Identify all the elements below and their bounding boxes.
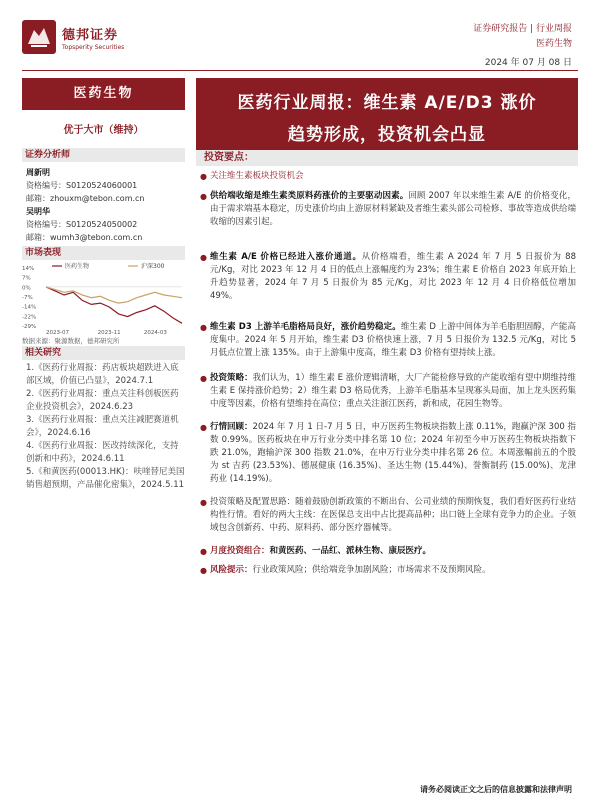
key-point-lead: 投资策略：: [210, 373, 253, 383]
key-point-lead: 维生素 A/E 价格已经进入涨价通道。: [210, 252, 362, 262]
key-points-header: 投资要点：: [196, 150, 578, 166]
key-point-text: 和黄医药、一品红、派林生物、康辰医疗。: [269, 546, 432, 556]
key-point-item: [200, 496, 576, 535]
bullet-icon: ●: [200, 192, 207, 201]
series-line-2: [46, 287, 182, 303]
y-tick-label: -29%: [22, 324, 37, 330]
analyst-1: [26, 166, 189, 205]
analyst-name: 吴明华: [26, 207, 50, 216]
key-point-item: [200, 545, 576, 558]
logo-name: 德邦证券: [62, 27, 119, 43]
bullet-icon: ●: [200, 423, 207, 432]
related-item[interactable]: 1.《医药行业周报：药店板块超跌进入底部区域，价值已凸显》，2024.7.1: [26, 363, 179, 386]
key-point-lead: 月度投资组合：: [210, 546, 270, 556]
analyst-email[interactable]: 邮箱：wumh3@tebon.com.cn: [26, 233, 143, 242]
key-point-text: 我们认为，1）维生素 E 涨价逻辑清晰，大厂产能检修导致的产能收缩有望中期维持维生素 E 保持涨价趋势；2）维生素 D3 格局优秀，上游羊毛脂基本呈现寡头局面，加上龙头医药集中度等因素，价格有望维持在高位；重点关注浙江医药，新和成，花园生物等。: [210, 373, 576, 409]
key-point-item: [200, 564, 576, 577]
logo-name-en: Topsperity Securities: [62, 43, 125, 51]
market-section-header: 市场表现: [22, 246, 185, 260]
report-type-block: [473, 22, 572, 52]
legal-footer: 请务必阅读正文之后的信息披露和法律声明: [420, 785, 572, 794]
report-date: 2024 年 07 月 08 日: [484, 58, 572, 68]
y-tick-label: -22%: [22, 314, 37, 321]
report-title-line1: 医药行业周报：维生素 A/E/D3 涨价: [237, 93, 537, 113]
rating: 优于大市（维持）: [63, 125, 144, 136]
related-item[interactable]: 4.《医药行业周报：医改持续深化，支持创新和中药》，2024.6.11: [26, 441, 179, 464]
x-tick-label: 2024-03: [143, 330, 167, 336]
header-divider: [22, 70, 578, 71]
analyst-cert: 资格编号：S0120524060001: [26, 181, 138, 190]
key-point-text: 2024 年 7 月 1 日-7 月 5 日，申万医药生物板块指数上涨 0.11%，跑赢沪深 300 指数 0.99%。医药板块在申万行业分类中排名第 10 位；2024 年初至今申万医药生物板块指数下跌 21.0%，跑输沪深 300 指数 21.0%，在申万行业分类中排名第 26 位。本周涨幅前五的个股为 st 吉药 (23.53%)、德展健康 (16.35%)、圣达生物 (15.44%)、誉衡制药 (15.00%)、龙津药业 (14.19%)。: [210, 422, 576, 484]
analyst-email[interactable]: 邮箱：zhouxm@tebon.com.cn: [26, 194, 145, 203]
bullet-icon: ●: [200, 547, 207, 556]
key-point-lead: 供给端收缩是维生素类原料药涨价的主要驱动因素。: [210, 191, 409, 201]
related-item[interactable]: 2.《医药行业周报：重点关注科创板医药企业投资机会》，2024.6.23: [26, 389, 179, 412]
report-type: 证券研究报告 | 行业周报: [473, 24, 572, 34]
key-point-text: 行业政策风险；供给端竞争加剧风险；市场需求不及预期风险。: [252, 565, 491, 575]
analyst-section-header: 证券分析师: [22, 148, 185, 162]
chart-source: 数据来源：聚源数据，德邦研究所: [22, 337, 120, 345]
logo-mark-icon: [22, 20, 56, 54]
bullet-icon: ●: [200, 566, 207, 575]
analyst-cert: 资格编号：S0120524050002: [26, 220, 138, 229]
y-tick-label: 7%: [22, 275, 31, 282]
legend-label: 医药生物: [65, 263, 90, 270]
key-point-item: [200, 251, 576, 303]
related-section-header: 相关研究: [22, 346, 185, 360]
company-logo: [22, 20, 124, 54]
related-item[interactable]: 5.《和黄医药(00013.HK)：呋喹替尼美国销售超预期，产品催化密集》，2024.5.11: [26, 467, 185, 490]
bullet-icon: ●: [200, 498, 207, 507]
key-point-text: 回顾 2007 年以来维生素 A/E 的价格变化，由于需求端基本稳定，历史涨价均由上游原材料紧缺及者维生素头部公司检修、事故等造成供给端收缩的因素引起。: [210, 191, 576, 227]
related-item[interactable]: 3.《医药行业周报：重点关注减肥赛道机会》，2024.6.16: [26, 415, 179, 438]
sub-heading: [200, 170, 576, 183]
bullet-icon: ●: [200, 374, 207, 383]
key-point-item: [200, 421, 576, 486]
key-point-text: 从价格端看，维生素 A 2024 年 7 月 5 日报价为 88 元/Kg，对比 2023 年 12 月 4 日的低点上涨幅度约为 23%；维生素 E 价格自 2023 年底开始上升趋势显著，2024 年 7 月 5 日报价为 85 元/Kg，对比 2023 年 12 月 4 日价格低位增加 49%。: [210, 252, 576, 301]
key-point-text: 投资策略及配置思路：随着鼓励创新政策的不断出台、公司业绩的预期恢复，我们看好医药行业结构性行情。看好的两大主线：在医保总支出中占比提高品种；出口链上全球有竞争力的企业。子领域包含创新药、中药、原料药、部分医疗器械等。: [210, 497, 576, 533]
bullet-icon: ●: [200, 172, 207, 181]
key-point-item: [200, 372, 576, 411]
y-tick-label: 14%: [22, 266, 35, 272]
analyst-name: 周新明: [26, 168, 50, 177]
x-tick-label: 2023-11: [97, 330, 121, 336]
sub-heading-text: 关注维生素板块投资机会: [210, 171, 304, 181]
y-tick-label: 0%: [22, 285, 31, 292]
legend-label: 沪深300: [141, 263, 165, 270]
report-title-banner: [196, 78, 578, 153]
bullet-icon: ●: [200, 253, 207, 262]
bullet-icon: ●: [200, 323, 207, 332]
key-point-lead: 维生素 D3 上游羊毛脂格局良好，涨价趋势稳定。: [210, 322, 401, 332]
analyst-2: [26, 205, 189, 244]
x-tick-label: 2023-07: [46, 330, 69, 336]
key-points-body: [200, 170, 576, 577]
y-tick-label: -14%: [22, 304, 37, 311]
report-title-line2: 趋势形成，投资机会凸显: [288, 125, 486, 145]
report-industry: 医药生物: [535, 39, 572, 49]
key-point-lead: 行情回顾：: [210, 422, 253, 432]
key-point-item: [200, 190, 576, 229]
market-performance-chart: [22, 262, 185, 342]
sector-banner: 医药生物: [22, 78, 185, 110]
y-tick-label: -7%: [22, 295, 33, 301]
related-research-list: [26, 362, 186, 492]
key-point-lead: 风险提示：: [210, 565, 253, 575]
key-point-text: 维生素 D 上游中间体为羊毛脂胆固醇，产能高度集中。2024 年 5 月开始，维生素 D3 价格快速上涨，7 月 5 日报价为 132.5 元/Kg，对比 5 月低点位置上涨 135%。由于上游集中度高，维生素 D3 价格有望持续上涨。: [210, 322, 577, 358]
key-point-item: [200, 321, 576, 360]
